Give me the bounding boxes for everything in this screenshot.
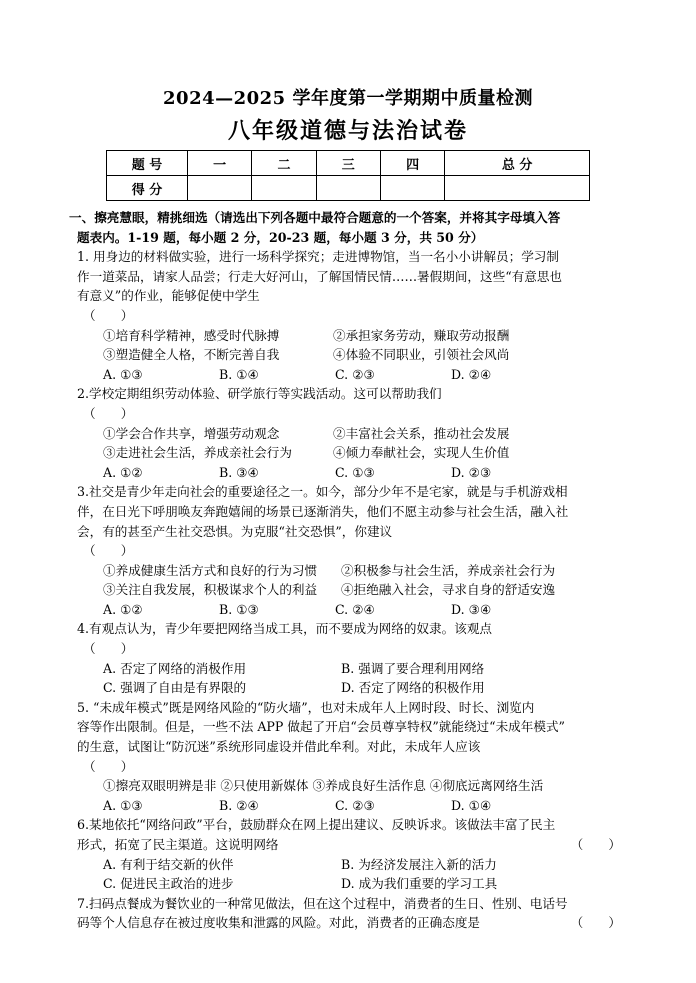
option-a[interactable]: A. 否定了网络的消极作用 (103, 660, 247, 676)
question-1 (77, 247, 625, 384)
score-cell-section3: 三 (316, 151, 380, 176)
question-1-options (103, 365, 625, 385)
question-6-stem: 6.某地依托“网络问政”平台，鼓励群众在网上提出建议、反映诉求。该做法丰富了民主 形式，拓宽了民主渠道。这说明网络 （ ） (77, 815, 625, 854)
option-a[interactable]: A. ①② (103, 464, 143, 480)
answer-blank-4[interactable]: （ ） (83, 641, 134, 657)
score-cell-total: 总 分 (445, 151, 590, 176)
answer-blank-2[interactable]: （ ） (83, 405, 134, 421)
question-7-stem: 7.扫码点餐成为餐饮业的一种常见做法，但在这个过程中，消费者的生日、性别、电话号 码等个人信息存在被过度收集和泄露的风险。对此，消费者的正确态度是 （ ） (77, 894, 625, 933)
statement: ④拒绝融入社会，寻求自身的舒适安逸 (341, 582, 556, 598)
question-7 (77, 894, 625, 933)
option-d[interactable]: D. 否定了网络的积极作用 (341, 680, 485, 696)
statement: ②积极参与社会生活，养成亲社会行为 (341, 562, 556, 578)
score-table (106, 150, 590, 201)
option-c[interactable]: C. 促进民主政治的进步 (103, 876, 234, 892)
option-a[interactable]: A. ①③ (103, 366, 143, 382)
statement: ③走进社会生活，养成亲社会行为 (103, 445, 292, 461)
option-d[interactable]: D. 成为我们重要的学习工具 (341, 876, 498, 892)
score-input-total[interactable] (445, 176, 590, 201)
question-3 (77, 482, 625, 619)
score-table-score-row (107, 176, 590, 201)
answer-blank-3[interactable]: （ ） (83, 543, 134, 559)
option-d[interactable]: D. ①④ (451, 797, 492, 813)
score-cell-section1: 一 (188, 151, 252, 176)
score-input-section1[interactable] (188, 176, 252, 201)
question-5 (77, 698, 625, 816)
score-input-section3[interactable] (316, 176, 380, 201)
option-a[interactable]: A. ①③ (103, 797, 143, 813)
question-1-statements (103, 326, 625, 365)
option-d[interactable]: D. ②④ (451, 366, 492, 382)
statement: ①学会合作共享，增强劳动观念 (103, 425, 280, 441)
score-input-section2[interactable] (252, 176, 316, 201)
question-5-stem: 5. “未成年模式”既是网络风险的“防火墙”，也对未成年人上网时段、时长、浏览内 容等作出限制。但是，一些不法 APP 做起了开启“会员尊享特权”就能绕过“未成年模式” 的生意，试图让“防沉迷”系统形同虚设并借此牟利。对此，未成年人应该 (77, 699, 565, 755)
option-b[interactable]: B. 为经济发展注入新的活力 (341, 856, 497, 872)
question-4-stem: 4.有观点认为，青少年要把网络当成工具，而不要成为网络的奴隶。该观点 (77, 621, 493, 637)
score-table-header-row (107, 151, 590, 176)
question-5-statements: ①擦亮双眼明辨是非 ②只使用新媒体 ③养成良好生活作息 ④彻底远离网络生活 (103, 778, 544, 794)
score-row-label: 得 分 (107, 176, 188, 201)
option-a[interactable]: A. ①② (103, 601, 143, 617)
question-6 (77, 815, 625, 893)
score-cell-label: 题 号 (107, 151, 188, 176)
section1-heading: 一、擦亮慧眼，精挑细选（请选出下列各题中最符合题意的一个答案，并将其字母填入答 题表内。1-19 题，每小题 2 分，20-23 题，每小题 3 分，共 50 分） (69, 210, 561, 245)
option-b[interactable]: B. ①④ (219, 366, 259, 382)
question-content (69, 208, 625, 933)
statement: ③塑造健全人格，不断完善自我 (103, 347, 280, 363)
question-4 (77, 619, 625, 697)
option-b[interactable]: B. 强调了要合理利用网络 (341, 660, 485, 676)
score-input-section4[interactable] (380, 176, 444, 201)
answer-blank-6[interactable]: （ ） (570, 837, 621, 852)
score-cell-section2: 二 (252, 151, 316, 176)
question-3-options (103, 600, 625, 620)
option-b[interactable]: B. ③④ (219, 464, 259, 480)
statement: ①培育科学精神，感受时代脉搏 (103, 327, 280, 343)
question-3-stem: 3.社交是青少年走向社会的重要途径之一。如今，部分少年不是宅家，就是与手机游戏相 伴，在日光下呼朋唤友奔跑嬉闹的场景已逐渐消失，他们不愿主动参与社会生活，融入社 会，有的甚至产生社交恐惧。为克服“社交恐惧”，你建议 (77, 484, 569, 539)
answer-blank-7[interactable]: （ ） (570, 915, 621, 931)
option-b[interactable]: B. ②④ (219, 797, 259, 813)
question-2-stem: 2.学校定期组织劳动体验、研学旅行等实践活动。这可以帮助我们 (77, 386, 442, 402)
option-c[interactable]: C. ②③ (335, 366, 375, 382)
exam-subject-title: 八年级道德与法治试卷 (227, 118, 468, 144)
statement: ④倾力奉献社会，实现人生价值 (333, 445, 510, 461)
score-cell-section4: 四 (380, 151, 444, 176)
answer-blank-1[interactable]: （ ） (83, 307, 134, 323)
exam-period-title: 2024—2025 学年度第一学期期中质量检测 (163, 88, 533, 109)
option-c[interactable]: C. ②④ (335, 601, 375, 617)
option-c[interactable]: C. ①③ (335, 464, 375, 480)
question-1-stem: 1. 用身边的材料做实验，进行一场科学探究；走进博物馆，当一名小小讲解员；学习制 作一道菜品，请家人品尝；行走大好河山，了解国情民情……暑假期间，这些“有意思也 有意义”的作业，能够促使中学生 (77, 249, 563, 304)
statement: ②承担家务劳动，赚取劳动报酬 (333, 327, 510, 343)
statement: ③关注自我发展，积极谋求个人的利益 (103, 582, 318, 598)
answer-blank-5[interactable]: （ ） (83, 758, 134, 774)
option-b[interactable]: B. ①③ (219, 601, 259, 617)
statement: ④体验不同职业，引领社会风尚 (333, 347, 510, 363)
option-a[interactable]: A. 有利于结交新的伙伴 (103, 856, 234, 872)
question-2-statements (103, 424, 625, 463)
option-c[interactable]: C. ②③ (335, 797, 375, 813)
statement: ①养成健康生活方式和良好的行为习惯 (103, 562, 318, 578)
statement: ②丰富社会关系，推动社会发展 (333, 425, 510, 441)
question-5-options (103, 796, 625, 816)
question-2 (77, 384, 625, 482)
question-6-options (103, 855, 625, 894)
question-3-statements (103, 561, 625, 600)
option-c[interactable]: C. 强调了自由是有界限的 (103, 680, 247, 696)
question-4-options (103, 659, 625, 698)
question-2-options (103, 463, 625, 483)
option-d[interactable]: D. ③④ (451, 601, 492, 617)
option-d[interactable]: D. ②③ (451, 464, 492, 480)
